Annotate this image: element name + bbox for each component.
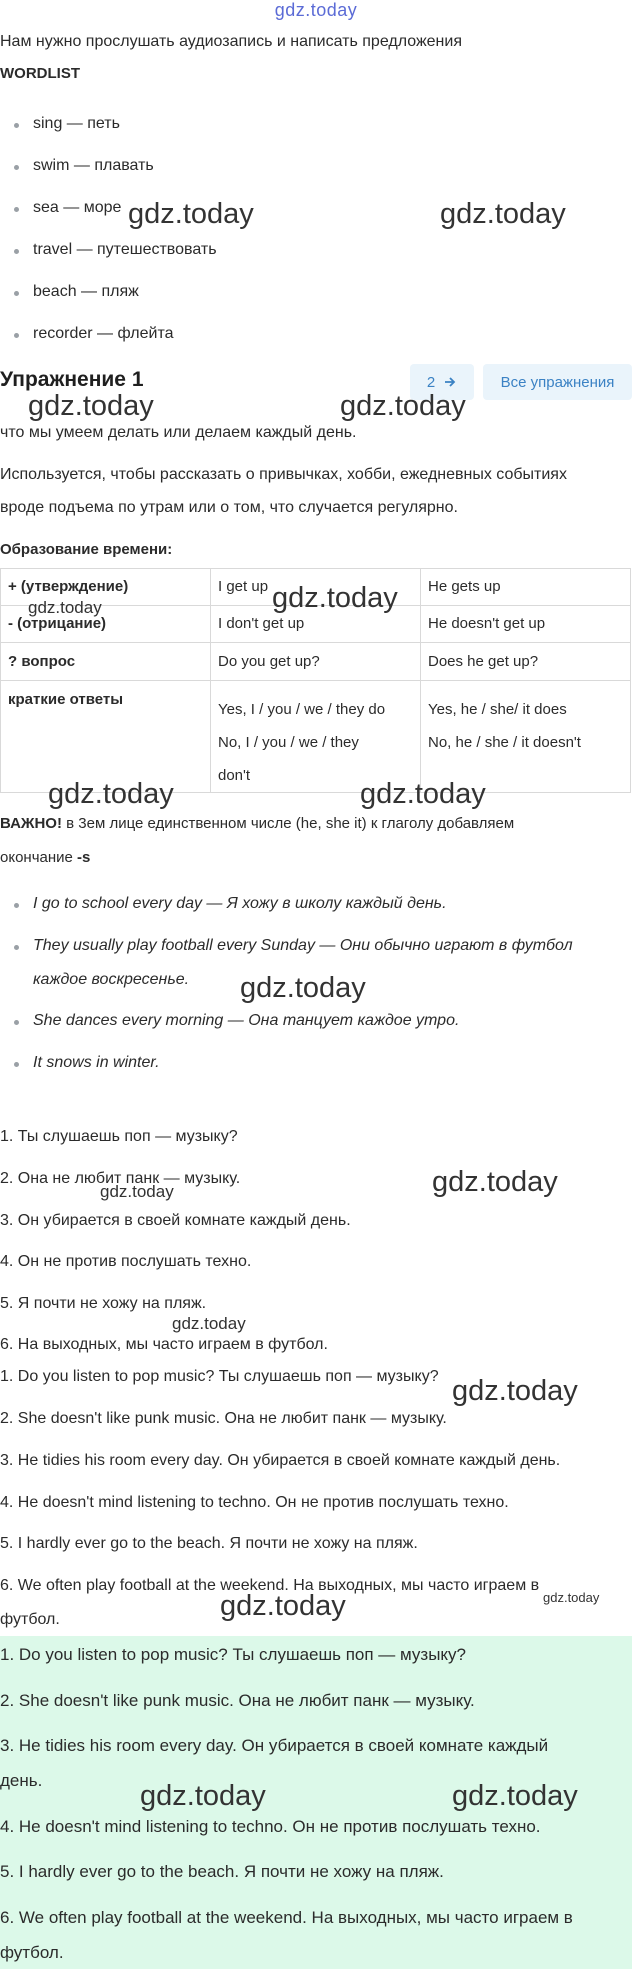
bullet-icon: [14, 291, 19, 296]
sentence: 2. Она не любит панк — музыку.: [0, 1170, 241, 1187]
table-cell: [421, 681, 631, 793]
sentence: 2. She doesn't like punk music. Она не любит панк — музыку.: [0, 1691, 475, 1710]
table-cell: He doesn't get up: [421, 606, 631, 643]
important-ending: -s: [77, 849, 91, 866]
watermark: gdz.today: [172, 1314, 246, 1333]
theory-text: Используется, чтобы рассказать о привычках, хобби, ежедневных событиях: [0, 466, 567, 483]
table-cell: I get up: [211, 569, 421, 606]
sentence: 4. He doesn't mind listening to techno. Он не против послушать техно.: [0, 1817, 541, 1836]
list-item: I go to school every day — Я хожу в школу каждый день.: [33, 895, 447, 912]
sentence: футбол.: [0, 1611, 60, 1628]
watermark: gdz.today: [272, 582, 398, 614]
list-item: sing — петь: [33, 115, 120, 132]
sentence: 6. We often play football at the weekend. На выходных, мы часто играем в: [0, 1908, 573, 1927]
exercise-title: Упражнение 1: [0, 368, 144, 391]
list-item: sea — море: [33, 199, 122, 216]
answer-block: [0, 1636, 632, 1969]
next-exercise-button[interactable]: [410, 364, 474, 400]
short-answer-yes: Yes, he / she/ it does: [428, 701, 567, 718]
important-text: окончание: [0, 849, 78, 866]
sentence: 2. She doesn't like punk music. Она не любит панк — музыку.: [0, 1410, 447, 1427]
bullet-icon: [14, 903, 19, 908]
table-cell: краткие ответы: [1, 681, 211, 793]
list-item: swim — плавать: [33, 157, 154, 174]
watermark: gdz.today: [220, 1590, 346, 1622]
watermark: gdz.today: [128, 198, 254, 230]
bullet-icon: [14, 165, 19, 170]
bullet-icon: [14, 945, 19, 950]
short-answer-yes: Yes, I / you / we / they do: [218, 701, 386, 718]
bullet-icon: [14, 249, 19, 254]
table-row: [1, 606, 631, 643]
sentence: 3. Он убирается в своей комнате каждый день.: [0, 1212, 351, 1229]
list-item: каждое воскресенье.: [33, 971, 190, 988]
watermark: gdz.today: [340, 390, 466, 422]
watermark: gdz.today: [543, 1590, 600, 1605]
table-row: [1, 643, 631, 681]
bullet-icon: [14, 1062, 19, 1067]
watermark: gdz.today: [100, 1182, 174, 1201]
bullet-icon: [14, 333, 19, 338]
sentence: 1. Do you listen to pop music? Ты слушаешь поп — музыку?: [0, 1368, 439, 1385]
sentence: 1. Ты слушаешь поп — музыку?: [0, 1128, 238, 1145]
watermark: gdz.today: [360, 778, 486, 810]
important-label: ВАЖНО!: [0, 815, 62, 832]
sentence: футбол.: [0, 1943, 64, 1962]
table-cell: [211, 681, 421, 793]
theory-text: вроде подъема по утрам или о том, что случается регулярно.: [0, 499, 458, 516]
sentence: день.: [0, 1771, 43, 1790]
table-cell: He gets up: [421, 569, 631, 606]
table-cell: + (утверждение): [1, 569, 211, 606]
sentence: 5. Я почти не хожу на пляж.: [0, 1295, 207, 1312]
bullet-icon: [14, 207, 19, 212]
short-answer-no-cont: don't: [218, 767, 251, 784]
watermark: gdz.today: [140, 1780, 266, 1812]
watermark: gdz.today: [452, 1375, 578, 1407]
important-note: [0, 815, 514, 832]
sentence: 3. He tidies his room every day. Он убирается в своей комнате каждый: [0, 1736, 549, 1755]
sentence: 4. He doesn't mind listening to techno. Он не против послушать техно.: [0, 1494, 509, 1511]
formation-title: Образование времени:: [0, 541, 173, 558]
important-text: в 3ем лице единственном числе (he, she it) к глаголу добавляем: [61, 815, 515, 832]
sentence: 6. We often play football at the weekend. На выходных, мы часто играем в: [0, 1577, 540, 1594]
table-cell: I don't get up: [211, 606, 421, 643]
watermark: gdz.today: [452, 1780, 578, 1812]
task-intro: Нам нужно прослушать аудиозапись и написать предложения: [0, 33, 462, 50]
theory-text: что мы умеем делать или делаем каждый день.: [0, 424, 357, 441]
watermark: gdz.today: [28, 598, 102, 617]
arrow-right-icon: [443, 375, 457, 389]
bullet-icon: [14, 1020, 19, 1025]
table-cell: Does he get up?: [421, 643, 631, 681]
sentence: 5. I hardly ever go to the beach. Я почти не хожу на пляж.: [0, 1862, 444, 1881]
tense-table: [0, 568, 631, 793]
list-item: They usually play football every Sunday — Они обычно играют в футбол: [33, 937, 573, 954]
list-item: travel — путешествовать: [33, 241, 217, 258]
sentence: 5. I hardly ever go to the beach. Я почти не хожу на пляж.: [0, 1535, 418, 1552]
short-answer-no: No, I / you / we / they: [218, 734, 359, 751]
watermark: gdz.today: [48, 778, 174, 810]
table-cell: Do you get up?: [211, 643, 421, 681]
list-item: beach — пляж: [33, 283, 139, 300]
site-logo[interactable]: gdz.today: [274, 0, 358, 20]
important-note-cont: [0, 849, 90, 866]
sentence: 3. He tidies his room every day. Он убирается в своей комнате каждый день.: [0, 1452, 561, 1469]
table-row: [1, 569, 631, 606]
list-item: recorder — флейта: [33, 325, 174, 342]
sentence: 4. Он не против послушать техно.: [0, 1253, 252, 1270]
watermark: gdz.today: [440, 198, 566, 230]
bullet-icon: [14, 123, 19, 128]
watermark: gdz.today: [432, 1166, 558, 1198]
list-item: She dances every morning — Она танцует каждое утро.: [33, 1012, 460, 1029]
watermark: gdz.today: [240, 972, 366, 1004]
wordlist-title: WORDLIST: [0, 65, 80, 82]
short-answer-no: No, he / she / it doesn't: [428, 734, 581, 751]
next-exercise-label: 2: [426, 373, 436, 391]
table-cell: - (отрицание): [1, 606, 211, 643]
table-cell: ? вопрос: [1, 643, 211, 681]
sentence: 6. На выходных, мы часто играем в футбол.: [0, 1336, 328, 1353]
watermark: gdz.today: [28, 390, 154, 422]
sentence: 1. Do you listen to pop music? Ты слушаешь поп — музыку?: [0, 1645, 467, 1664]
table-row: [1, 681, 631, 793]
all-exercises-button[interactable]: Все упражнения: [483, 364, 632, 400]
list-item: It snows in winter.: [33, 1054, 160, 1071]
